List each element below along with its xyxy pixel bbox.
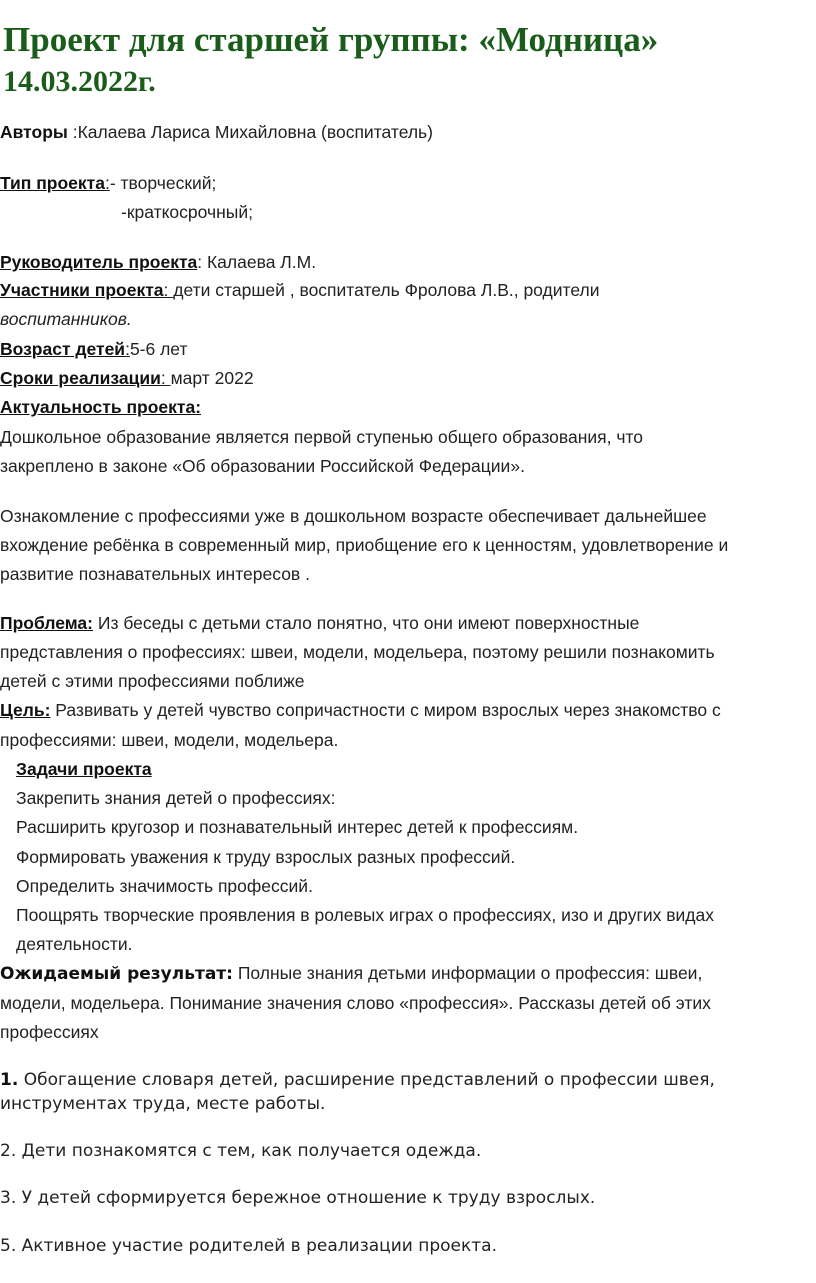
age-label: Возраст детей [0, 339, 126, 359]
page-title: Проект для старшей группы: «Модница» [3, 20, 659, 59]
terms-sep: : [160, 368, 171, 388]
age-line [0, 337, 187, 361]
result-1-line1 [0, 1068, 715, 1092]
project-type-value-1: - творческий; [109, 173, 217, 193]
goal-line1 [0, 698, 721, 722]
goal-label: Цель: [0, 700, 51, 720]
tasks-label: Задачи проекта [16, 759, 152, 779]
expected-line3: профессиях [0, 1022, 99, 1042]
result-1-number: 1. [0, 1070, 19, 1090]
result-5: 5. Активное участие родителей в реализации проекта. [0, 1236, 497, 1256]
participants-value: дети старшей , воспитатель Фролова Л.В., родители [173, 280, 600, 300]
project-type-line [0, 171, 216, 195]
expected-label: Ожидаемый результат: [0, 964, 233, 984]
task-item: Определить значимость профессий. [16, 876, 313, 896]
problem-line3: детей с этими профессиями поближе [0, 671, 305, 691]
result-3: 3. У детей сформируется бережное отношение к труду взрослых. [0, 1188, 596, 1208]
task-item: Формировать уважения к труду взрослых разных профессий. [16, 847, 516, 867]
terms-line [0, 366, 254, 390]
page-date: 14.03.2022г. [3, 65, 156, 98]
project-type-sep: : [104, 173, 110, 193]
participants-value-2: воспитанников. [0, 309, 132, 329]
problem-line2: представления о профессиях: швеи, модели, модельера, поэтому решили познакомить [0, 642, 715, 662]
relevance-label: Актуальность проекта: [0, 397, 202, 417]
problem-label: Проблема: [0, 613, 93, 633]
relevance-p1-line2: закреплено в законе «Об образовании Российской Федерации». [0, 456, 525, 476]
expected-line1 [0, 961, 702, 986]
relevance-p2-line1: Ознакомление с профессиями уже в дошкольном возрасте обеспечивает дальнейшее [0, 506, 707, 526]
leader-line [0, 250, 316, 274]
task-item: Расширить кругозор и познавательный интерес детей к профессиям. [16, 817, 579, 837]
problem-line1 [0, 611, 639, 635]
participants-line [0, 278, 599, 302]
leader-label: Руководитель проекта [0, 252, 198, 272]
relevance-p2-line3: развитие познавательных интересов . [0, 564, 310, 584]
expected-line2: модели, модельера. Понимание значения слово «профессия». Рассказы детей об этих [0, 993, 711, 1013]
project-type-label: Тип проекта [0, 173, 105, 193]
age-value: 5-6 лет [129, 339, 188, 359]
problem-text-1: Из беседы с детьми стало понятно, что они имеют поверхностные [93, 613, 640, 633]
terms-value: март 2022 [170, 368, 254, 388]
result-2: 2. Дети познакомятся с тем, как получается одежда. [0, 1141, 482, 1161]
task-item: деятельности. [16, 934, 133, 954]
age-sep: : [125, 339, 130, 359]
authors-label: Авторы [0, 122, 68, 142]
participants-label: Участники проекта [0, 280, 164, 300]
result-1-text: Обогащение словаря детей, расширение представлений о профессии швея, [18, 1070, 715, 1090]
leader-value: : Калаева Л.М. [197, 252, 317, 272]
participants-sep: : [163, 280, 174, 300]
relevance-p2-line2: вхождение ребёнка в современный мир, приобщение его к ценностям, удовлетворение и [0, 535, 729, 555]
expected-text-1: Полные знания детьми информации о профессия: швеи, [232, 963, 703, 983]
task-item: Поощрять творческие проявления в ролевых играх о профессиях, изо и других видах [16, 905, 714, 925]
relevance-p1-line1: Дошкольное образование является первой ступенью общего образования, что [0, 427, 644, 447]
goal-line2: профессиями: швеи, модели, модельера. [0, 730, 339, 750]
authors-line [0, 120, 433, 144]
goal-text-1: Развивать у детей чувство сопричастности с миром взрослых через знакомство с [50, 700, 721, 720]
task-item: Закрепить знания детей о профессиях: [16, 788, 336, 808]
project-type-value-2: -краткосрочный; [121, 202, 253, 222]
terms-label: Сроки реализации [0, 368, 161, 388]
authors-value: :Калаева Лариса Михайловна (воспитатель) [67, 122, 434, 142]
result-1-line2: инструментах труда, месте работы. [0, 1094, 326, 1114]
